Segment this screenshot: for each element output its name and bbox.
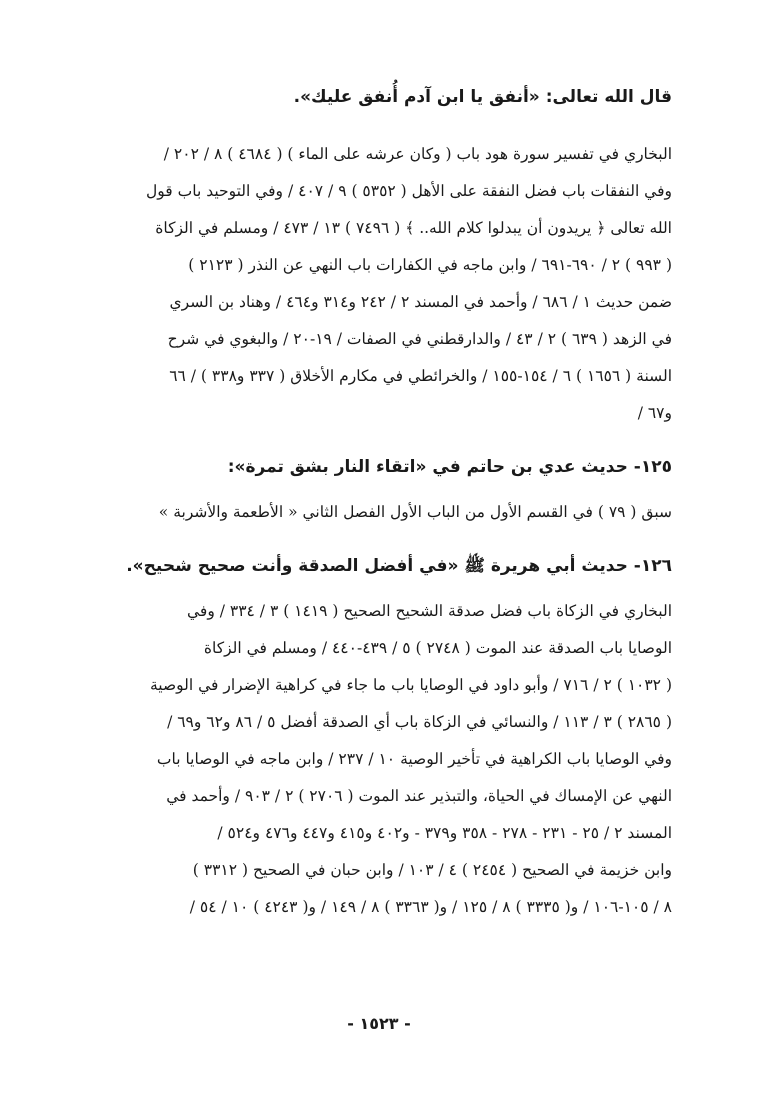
text-line: ( ٢٨٦٥ ) ٣ / ١١٣ / والنسائي في الزكاة باب أي الصدقة أفضل ٥ / ٨٦ و٦٢ و٦٩ /	[167, 713, 672, 731]
text-line: الوصايا باب الصدقة عند الموت ( ٢٧٤٨ ) ٥ / ٤٣٩-٤٤٠ / ومسلم في الزكاة	[203, 639, 672, 657]
section-body-2	[88, 494, 672, 531]
text-line: ٨ / ١٠٥-١٠٦ / و( ٣٣٣٥ ) ٨ / ١٢٥ / و( ٣٣٦٣ ) ٨ / ١٤٩ / و( ٤٢٤٣ ) ١٠ / ٥٤ /	[189, 898, 672, 916]
text-line: وفي الوصايا باب الكراهية في تأخير الوصية ١٠ / ٢٣٧ / وابن ماجه في الوصايا باب	[156, 750, 672, 768]
text-line: ضمن حديث ١ / ٦٨٦ / وأحمد في المسند ٢ / ٢٤٢ و٣١٤ و٤٦٤ / وهناد بن السري	[169, 293, 672, 311]
text-line: و٦٧ /	[637, 404, 672, 422]
section-heading-1: قال الله تعالى: «أنفق يا ابن آدم أُنفق عليك».	[293, 87, 672, 107]
text-line: وفي النفقات باب فضل النفقة على الأهل ( ٥٣٥٢ ) ٩ / ٤٠٧ / وفي التوحيد باب قول	[146, 182, 672, 200]
text-line: المسند ٢ / ٢٥ - ٢٣١ - ٢٧٨ - ٣٥٨ و٣٧٩ - و٤٠٢ و٤١٥ و٤٤٧ و٤٧٦ و٥٢٤ /	[217, 824, 672, 842]
section-body-3	[88, 593, 672, 926]
page-number: - ١٥٢٣ -	[347, 1014, 411, 1033]
text-line: ( ١٠٣٢ ) ٢ / ٧١٦ / وأبو داود في الوصايا باب ما جاء في كراهية الإضرار في الوصية	[149, 676, 672, 694]
text-line: البخاري في تفسير سورة هود باب ( وكان عرشه على الماء ) ( ٤٦٨٤ ) ٨ / ٢٠٢ /	[163, 145, 672, 163]
section-body-1	[88, 136, 672, 432]
section-heading-3: ١٢٦- حديث أبي هريرة ﷺ «في أفضل الصدقة وأنت صحيح شحيح».	[126, 556, 672, 576]
text-line: الله تعالى ﴿ يريدون أن يبدلوا كلام الله.. ﴾ ( ٧٤٩٦ ) ١٣ / ٤٧٣ / ومسلم في الزكاة	[155, 219, 672, 237]
section-heading-2: ١٢٥- حديث عدي بن حاتم في «اتقاء النار بشق تمرة»:	[227, 457, 672, 477]
text-line: السنة ( ١٦٥٦ ) ٦ / ١٥٤-١٥٥ / والخرائطي في مكارم الأخلاق ( ٣٣٧ و٣٣٨ ) / ٦٦	[169, 367, 672, 385]
text-line: ( ٩٩٣ ) ٢ / ٦٩٠-٦٩١ / وابن ماجه في الكفارات باب النهي عن النذر ( ٢١٢٣ )	[188, 256, 672, 274]
text-line: البخاري في الزكاة باب فضل صدقة الشحيح الصحيح ( ١٤١٩ ) ٣ / ٣٣٤ / وفي	[186, 602, 672, 620]
text-line: في الزهد ( ٦٣٩ ) ٢ / ٤٣ / والدارقطني في الصفات / ١٩-٢٠ / والبغوي في شرح	[167, 330, 672, 348]
text-line: سبق ( ٧٩ ) في القسم الأول من الباب الأول الفصل الثاني « الأطعمة والأشربة »	[158, 503, 672, 521]
text-line: النهي عن الإمساك في الحياة، والتبذير عند الموت ( ٢٧٠٦ ) ٢ / ٩٠٣ / وأحمد في	[166, 787, 672, 805]
text-line: وابن خزيمة في الصحيح ( ٢٤٥٤ ) ٤ / ١٠٣ / وابن حبان في الصحيح ( ٣٣١٢ )	[192, 861, 672, 879]
